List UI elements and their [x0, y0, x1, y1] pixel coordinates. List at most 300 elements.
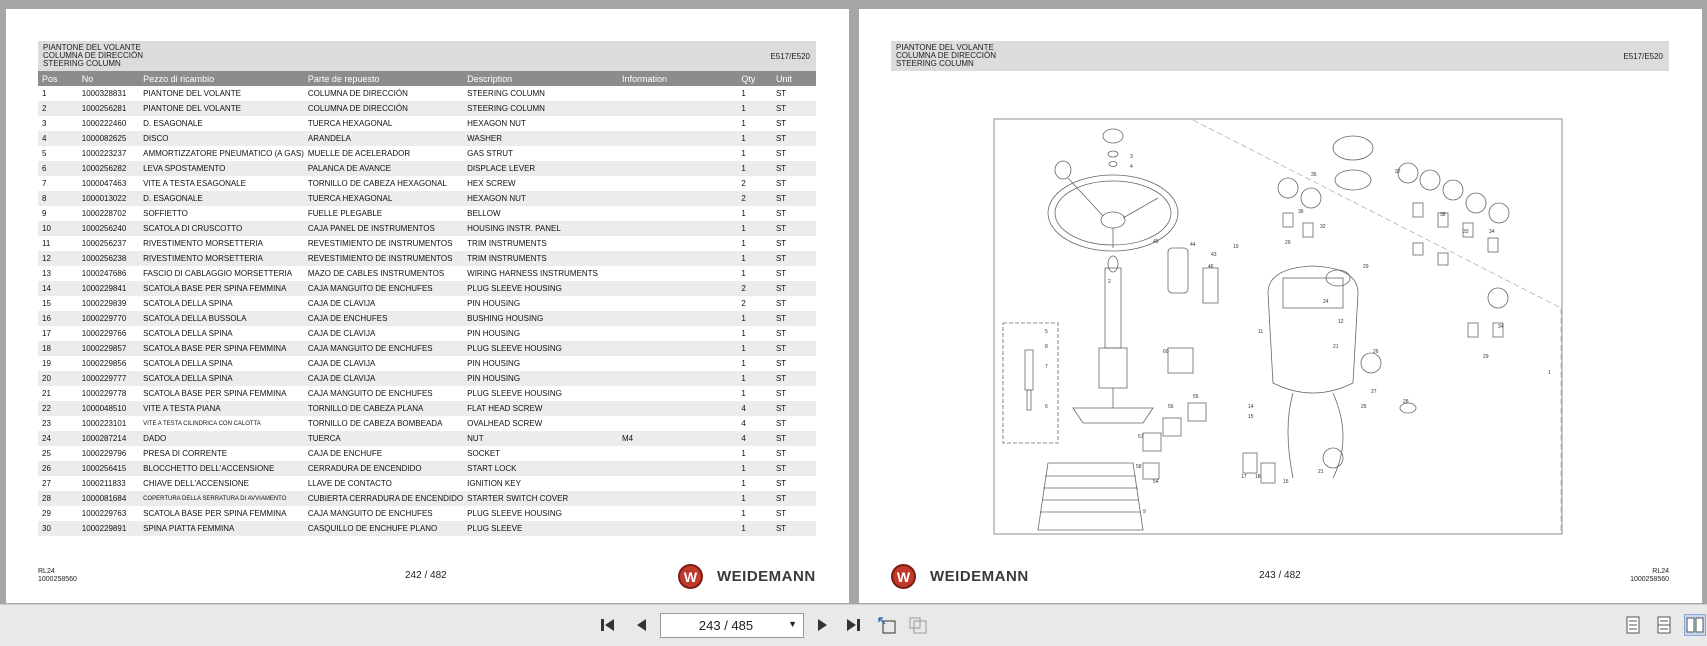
row-unit: ST [772, 281, 816, 296]
row-name-es: CAJA MANGUITO DE ENCHUFES [307, 389, 433, 398]
svg-text:46: 46 [1208, 264, 1214, 270]
row-name-es: CAJA PANEL DE INSTRUMENTOS [304, 221, 463, 236]
row-name-it: SOFFIETTO [143, 209, 188, 218]
row-part-no: 1000229857 [78, 341, 139, 356]
footer-code-1: RL24 [1652, 568, 1669, 575]
instrument-housing-drawing [1268, 266, 1358, 478]
row-qty: 1 [737, 131, 772, 146]
logo-circle-icon: W [678, 564, 703, 589]
row-part-no: 1000229778 [81, 389, 127, 398]
row-qty: 1 [737, 221, 772, 236]
model-code: E517/E520 [1623, 52, 1663, 61]
row-qty: 1 [737, 461, 772, 476]
svg-text:24: 24 [1323, 299, 1329, 305]
chevron-down-icon[interactable]: ▼ [788, 619, 797, 629]
svg-text:34: 34 [1489, 229, 1495, 235]
col-es: Parte de repuesto [304, 71, 463, 86]
row-pos: 5 [42, 149, 47, 158]
svg-text:43: 43 [1211, 252, 1217, 258]
row-info [618, 341, 737, 356]
row-part-no: 1000229796 [81, 449, 127, 458]
first-page-icon [600, 617, 618, 633]
next-page-icon [816, 617, 830, 633]
row-info [618, 266, 737, 281]
steering-column-drawing [1073, 256, 1153, 423]
svg-text:8: 8 [1045, 344, 1048, 350]
row-unit: ST [772, 101, 816, 116]
row-pos: 19 [42, 359, 51, 368]
row-unit: ST [775, 479, 787, 488]
row-part-no: 1000247686 [81, 269, 127, 278]
svg-text:33: 33 [1463, 229, 1469, 235]
row-description: GAS STRUT [467, 149, 513, 158]
row-unit: ST [772, 251, 816, 266]
row-name-it: RIVESTIMENTO MORSETTERIA [143, 239, 263, 248]
row-name-it: DADO [139, 431, 304, 446]
row-part-no: 1000082625 [78, 131, 139, 146]
table-row [38, 176, 816, 191]
row-name-es: CAJA MANGUITO DE ENCHUFES [304, 341, 463, 356]
row-part-no: 1000256238 [78, 251, 139, 266]
logo-circle-icon: W [891, 564, 916, 589]
svg-text:25: 25 [1361, 404, 1367, 410]
row-part-no: 1000229770 [78, 311, 139, 326]
relays-drawing [1143, 248, 1416, 483]
row-name-es: REVESTIMIENTO DE INSTRUMENTOS [307, 239, 453, 248]
last-page-icon [845, 617, 863, 633]
svg-text:12: 12 [1338, 319, 1344, 325]
row-part-no: 1000256282 [78, 161, 139, 176]
col-unit: Unit [772, 71, 816, 86]
row-name-es: TUERCA HEXAGONAL [307, 119, 393, 128]
row-qty: 1 [741, 149, 746, 158]
svg-text:9: 9 [1143, 509, 1146, 515]
svg-text:60: 60 [1163, 349, 1169, 355]
row-pos: 14 [38, 281, 78, 296]
row-info [618, 371, 737, 386]
row-description: OVALHEAD SCREW [467, 419, 543, 428]
table-row [38, 311, 816, 326]
parts-table-body [38, 86, 816, 536]
row-info [618, 296, 737, 311]
row-info [618, 491, 737, 506]
header-titles [896, 44, 996, 68]
row-pos: 9 [42, 209, 47, 218]
footer-code-2: 1000258560 [1630, 576, 1669, 583]
row-unit: ST [772, 521, 816, 536]
continuous-page-button[interactable] [1653, 614, 1675, 636]
svg-text:29: 29 [1483, 354, 1489, 360]
brand-name: WEIDEMANN [717, 568, 816, 585]
row-info [618, 146, 737, 161]
row-description: STEERING COLUMN [463, 101, 618, 116]
row-pos: 4 [38, 131, 78, 146]
row-unit: ST [772, 341, 816, 356]
row-name-it: VITE A TESTA PIANA [139, 401, 304, 416]
row-description: TRIM INSTRUMENTS [467, 239, 547, 248]
row-part-no: 1000228702 [81, 209, 127, 218]
row-name-it: VITE A TESTA ESAGONALE [143, 179, 246, 188]
row-pos: 18 [38, 341, 78, 356]
row-name-it: SCATOLA DELLA BUSSOLA [139, 311, 304, 326]
row-description: STARTER SWITCH COVER [463, 491, 618, 506]
weidemann-logo [891, 564, 1029, 589]
header-title-es: COLUMNA DE DIRECCIÓN [896, 51, 997, 60]
row-part-no: 1000287214 [78, 431, 139, 446]
table-row [38, 326, 816, 341]
row-part-no: 1000013022 [78, 191, 139, 206]
row-name-es: TORNILLO DE CABEZA PLANA [304, 401, 463, 416]
row-pos: 21 [42, 389, 51, 398]
svg-text:44: 44 [1190, 242, 1196, 248]
header-title-en: STEERING COLUMN [896, 59, 974, 68]
page-input-value: 243 / 485 [698, 618, 754, 633]
svg-text:32: 32 [1320, 224, 1326, 230]
brand-name: WEIDEMANN [930, 568, 1029, 585]
parts-table [38, 71, 816, 536]
row-name-it: CHIAVE DELL'ACCENSIONE [143, 479, 249, 488]
row-name-es: ARANDELA [304, 131, 463, 146]
row-info [618, 311, 737, 326]
col-qty: Qty [737, 71, 772, 86]
row-qty: 1 [737, 341, 772, 356]
row-name-es: TUERCA HEXAGONAL [304, 191, 463, 206]
row-description: PLUG SLEEVE [463, 521, 618, 536]
diagram-boundary [1193, 120, 1561, 534]
row-name-es: CAJA DE CLAVIJA [307, 329, 376, 338]
row-part-no: 1000223237 [81, 149, 127, 158]
table-row [38, 401, 816, 416]
row-name-es: CAJA MANGUITO DE ENCHUFES [307, 509, 433, 518]
table-row [38, 461, 816, 476]
gas-strut-drawing [1003, 323, 1058, 443]
row-part-no: 1000229766 [81, 329, 127, 338]
footer-codes [38, 568, 77, 584]
row-name-it: PIANTONE DEL VOLANTE [139, 101, 304, 116]
svg-text:5: 5 [1045, 329, 1048, 335]
row-info [618, 206, 737, 221]
gauge-drawing [1333, 136, 1373, 190]
row-unit: ST [772, 461, 816, 476]
row-qty: 1 [741, 359, 746, 368]
table-row [38, 86, 816, 101]
row-info [618, 326, 737, 341]
row-info [618, 506, 737, 521]
svg-text:11: 11 [1258, 329, 1264, 335]
row-info [618, 191, 737, 206]
row-description: HEX SCREW [467, 179, 516, 188]
row-qty: 1 [737, 251, 772, 266]
row-description: NUT [463, 431, 618, 446]
fit-page-icon [877, 616, 897, 634]
table-row [38, 386, 816, 401]
row-unit: ST [775, 299, 787, 308]
row-unit: ST [775, 359, 787, 368]
table-row [38, 131, 816, 146]
row-name-it: SCATOLA DELLA SPINA [143, 359, 233, 368]
svg-text:4: 4 [1130, 164, 1133, 170]
row-info [618, 521, 737, 536]
row-part-no: 1000256415 [78, 461, 139, 476]
row-part-no: 1000229841 [78, 281, 139, 296]
row-name-it: BLOCCHETTO DELL'ACCENSIONE [139, 461, 304, 476]
row-info [618, 131, 737, 146]
svg-text:57: 57 [1138, 434, 1144, 440]
row-qty: 2 [737, 191, 772, 206]
last-page-button[interactable] [843, 614, 865, 636]
svg-text:54: 54 [1153, 479, 1159, 485]
row-unit: ST [772, 431, 816, 446]
row-pos: 6 [38, 161, 78, 176]
prev-page-icon [634, 617, 648, 633]
svg-text:15: 15 [1248, 414, 1254, 420]
row-unit: ST [775, 149, 787, 158]
next-page-button[interactable] [812, 614, 834, 636]
svg-text:58: 58 [1136, 464, 1142, 470]
svg-text:56: 56 [1168, 404, 1174, 410]
svg-text:17: 17 [1241, 474, 1247, 480]
header-title-es: COLUMNA DE DIRECCIÓN [43, 51, 144, 60]
header-title-en: STEERING COLUMN [43, 59, 121, 68]
right-page [859, 9, 1702, 603]
row-qty: 1 [741, 449, 746, 458]
row-name-es: CAJA DE CLAVIJA [307, 359, 376, 368]
row-unit: ST [775, 419, 787, 428]
row-name-it: DISCO [139, 131, 304, 146]
row-unit: ST [772, 371, 816, 386]
row-name-es: TUERCA [304, 431, 463, 446]
single-page-button[interactable] [1622, 614, 1644, 636]
row-part-no: 1000229839 [81, 299, 127, 308]
row-qty: 1 [741, 389, 746, 398]
fit-page-button[interactable] [876, 614, 898, 636]
row-pos: 30 [38, 521, 78, 536]
row-qty: 1 [741, 209, 746, 218]
viewer-toolbar [0, 604, 1707, 646]
row-pos: 28 [38, 491, 78, 506]
row-pos: 13 [42, 269, 51, 278]
row-info [618, 461, 737, 476]
row-name-es: MUELLE DE ACELERADOR [307, 149, 411, 158]
svg-text:27: 27 [1371, 389, 1377, 395]
page-header [38, 41, 816, 71]
row-unit: ST [775, 269, 787, 278]
row-name-es: REVESTIMIENTO DE INSTRUMENTOS [304, 251, 463, 266]
row-description: PLUG SLEEVE HOUSING [467, 389, 562, 398]
weidemann-logo [678, 564, 816, 589]
row-name-it: PIANTONE DEL VOLANTE [143, 89, 241, 98]
row-qty: 1 [737, 101, 772, 116]
fit-width-button[interactable] [907, 614, 929, 636]
diagram-frame [994, 119, 1562, 534]
switches-drawing [1278, 163, 1509, 337]
row-description: WASHER [463, 131, 618, 146]
table-row [38, 476, 816, 491]
prev-page-button[interactable] [630, 614, 652, 636]
row-description: PIN HOUSING [463, 371, 618, 386]
svg-text:38: 38 [1440, 212, 1446, 218]
row-info [618, 101, 737, 116]
row-description: WIRING HARNESS INSTRUMENTS [467, 269, 598, 278]
row-name-it: SCATOLA DELLA SPINA [143, 299, 233, 308]
col-info: Information [618, 71, 737, 86]
table-row [38, 266, 816, 281]
continuous-page-icon [1656, 616, 1672, 634]
row-name-it: SCATOLA BASE PER SPINA FEMMINA [139, 281, 304, 296]
svg-text:7: 7 [1045, 364, 1048, 370]
row-unit: ST [775, 449, 787, 458]
row-name-es: CAJA DE CLAVIJA [304, 371, 463, 386]
row-name-es: CAJA DE ENCHUFE [307, 449, 383, 458]
row-description: PLUG SLEEVE HOUSING [463, 341, 618, 356]
row-name-it: AMMORTIZZATORE PNEUMATICO (A GAS) [143, 149, 304, 158]
page-header [891, 41, 1669, 71]
table-row [38, 356, 816, 371]
row-name-it: COPERTURA DELLA SERRATURA DI AVVIAMENTO [139, 491, 304, 506]
single-page-icon [1625, 616, 1641, 634]
row-unit: ST [772, 491, 816, 506]
row-info [618, 416, 737, 431]
row-info [618, 281, 737, 296]
svg-text:15: 15 [1283, 479, 1289, 485]
row-description: FLAT HEAD SCREW [463, 401, 618, 416]
header-title-it: PIANTONE DEL VOLANTE [43, 43, 141, 52]
col-pos: Pos [38, 71, 78, 86]
row-pos: 24 [38, 431, 78, 446]
row-description: SOCKET [467, 449, 501, 458]
col-no: No [78, 71, 139, 86]
table-row [38, 251, 816, 266]
row-qty: 1 [741, 239, 746, 248]
row-part-no: 1000223101 [81, 419, 127, 428]
footer-code-1: RL24 [38, 568, 55, 575]
fit-width-icon [908, 616, 928, 634]
row-qty: 1 [741, 509, 746, 518]
row-name-es: CASQUILLO DE ENCHUFE PLANO [304, 521, 463, 536]
header-titles [43, 44, 143, 68]
row-unit: ST [775, 239, 787, 248]
first-page-button[interactable] [598, 614, 620, 636]
svg-text:26: 26 [1373, 349, 1379, 355]
row-name-it: SCATOLA DI CRUSCOTTO [139, 221, 304, 236]
row-description: HEXAGON NUT [463, 191, 618, 206]
table-row [38, 431, 816, 446]
svg-text:35: 35 [1311, 172, 1317, 178]
row-pos: 7 [42, 179, 47, 188]
row-pos: 3 [42, 119, 47, 128]
row-info [618, 116, 737, 131]
table-row [38, 416, 816, 431]
table-row [38, 161, 816, 176]
row-name-it: SCATOLA BASE PER SPINA FEMMINA [139, 341, 304, 356]
row-description: IGNITION KEY [467, 479, 521, 488]
row-name-es: MAZO DE CABLES INSTRUMENTOS [307, 269, 445, 278]
svg-text:37: 37 [1395, 169, 1401, 175]
row-part-no: 1000081684 [78, 491, 139, 506]
row-part-no: 1000048510 [78, 401, 139, 416]
left-page [6, 9, 849, 603]
svg-text:34: 34 [1498, 324, 1504, 330]
table-row [38, 101, 816, 116]
row-pos: 16 [38, 311, 78, 326]
row-name-it: SPINA PIATTA FEMMINA [139, 521, 304, 536]
row-info [618, 401, 737, 416]
row-description: TRIM INSTRUMENTS [463, 251, 618, 266]
svg-text:14: 14 [1248, 404, 1254, 410]
two-page-button[interactable] [1684, 614, 1706, 636]
row-description: BUSHING HOUSING [463, 311, 618, 326]
row-pos: 17 [42, 329, 51, 338]
row-description: START LOCK [463, 461, 618, 476]
row-part-no: 1000256281 [78, 101, 139, 116]
svg-text:18: 18 [1255, 474, 1261, 480]
row-unit: ST [775, 89, 787, 98]
row-name-es: TORNILLO DE CABEZA HEXAGONAL [307, 179, 447, 188]
row-part-no: 1000256240 [78, 221, 139, 236]
row-pos: 23 [42, 419, 51, 428]
row-name-it: PRESA DI CORRENTE [143, 449, 228, 458]
svg-text:6: 6 [1045, 404, 1048, 410]
row-info [618, 386, 737, 401]
row-unit: ST [772, 221, 816, 236]
row-part-no: 1000229856 [81, 359, 127, 368]
row-pos: 27 [42, 479, 51, 488]
svg-text:29: 29 [1363, 264, 1369, 270]
row-name-es: TORNILLO DE CABEZA BOMBEADA [307, 419, 443, 428]
table-row [38, 146, 816, 161]
row-unit: ST [772, 191, 816, 206]
row-unit: ST [775, 209, 787, 218]
row-name-it: D. ESAGONALE [143, 119, 203, 128]
row-description: STEERING COLUMN [467, 89, 545, 98]
svg-text:1: 1 [1548, 370, 1551, 376]
row-part-no: 1000229777 [78, 371, 139, 386]
svg-text:55: 55 [1193, 394, 1199, 400]
row-qty: 1 [741, 119, 746, 128]
row-unit: ST [775, 389, 787, 398]
row-pos: 11 [42, 239, 51, 248]
row-description: PIN HOUSING [467, 299, 521, 308]
row-pos: 2 [38, 101, 78, 116]
row-description: HOUSING INSTR. PANEL [463, 221, 618, 236]
col-it: Pezzo di ricambio [139, 71, 304, 86]
table-row [38, 116, 816, 131]
model-code: E517/E520 [770, 52, 810, 61]
row-name-es: CAJA DE ENCHUFES [304, 311, 463, 326]
table-row [38, 206, 816, 221]
row-pos: 1 [42, 89, 47, 98]
page-number-input[interactable] [660, 613, 804, 638]
row-description: BELLOW [467, 209, 501, 218]
table-header-row [38, 71, 816, 86]
row-unit: ST [772, 311, 816, 326]
row-pos: 15 [42, 299, 51, 308]
row-name-it: RIVESTIMENTO MORSETTERIA [139, 251, 304, 266]
row-name-it: SCATOLA BASE PER SPINA FEMMINA [143, 389, 287, 398]
row-name-es: CERRADURA DE ENCENDIDO [304, 461, 463, 476]
table-row [38, 521, 816, 536]
svg-text:3: 3 [1130, 154, 1133, 160]
row-name-es: CUBIERTA CERRADURA DE ENCENDIDO [304, 491, 463, 506]
row-pos: 12 [38, 251, 78, 266]
row-pos: 8 [38, 191, 78, 206]
row-qty: 4 [737, 401, 772, 416]
row-qty: 1 [741, 89, 746, 98]
table-row [38, 221, 816, 236]
row-unit: ST [775, 179, 787, 188]
row-name-it: SCATOLA BASE PER SPINA FEMMINA [143, 509, 287, 518]
row-info [618, 221, 737, 236]
